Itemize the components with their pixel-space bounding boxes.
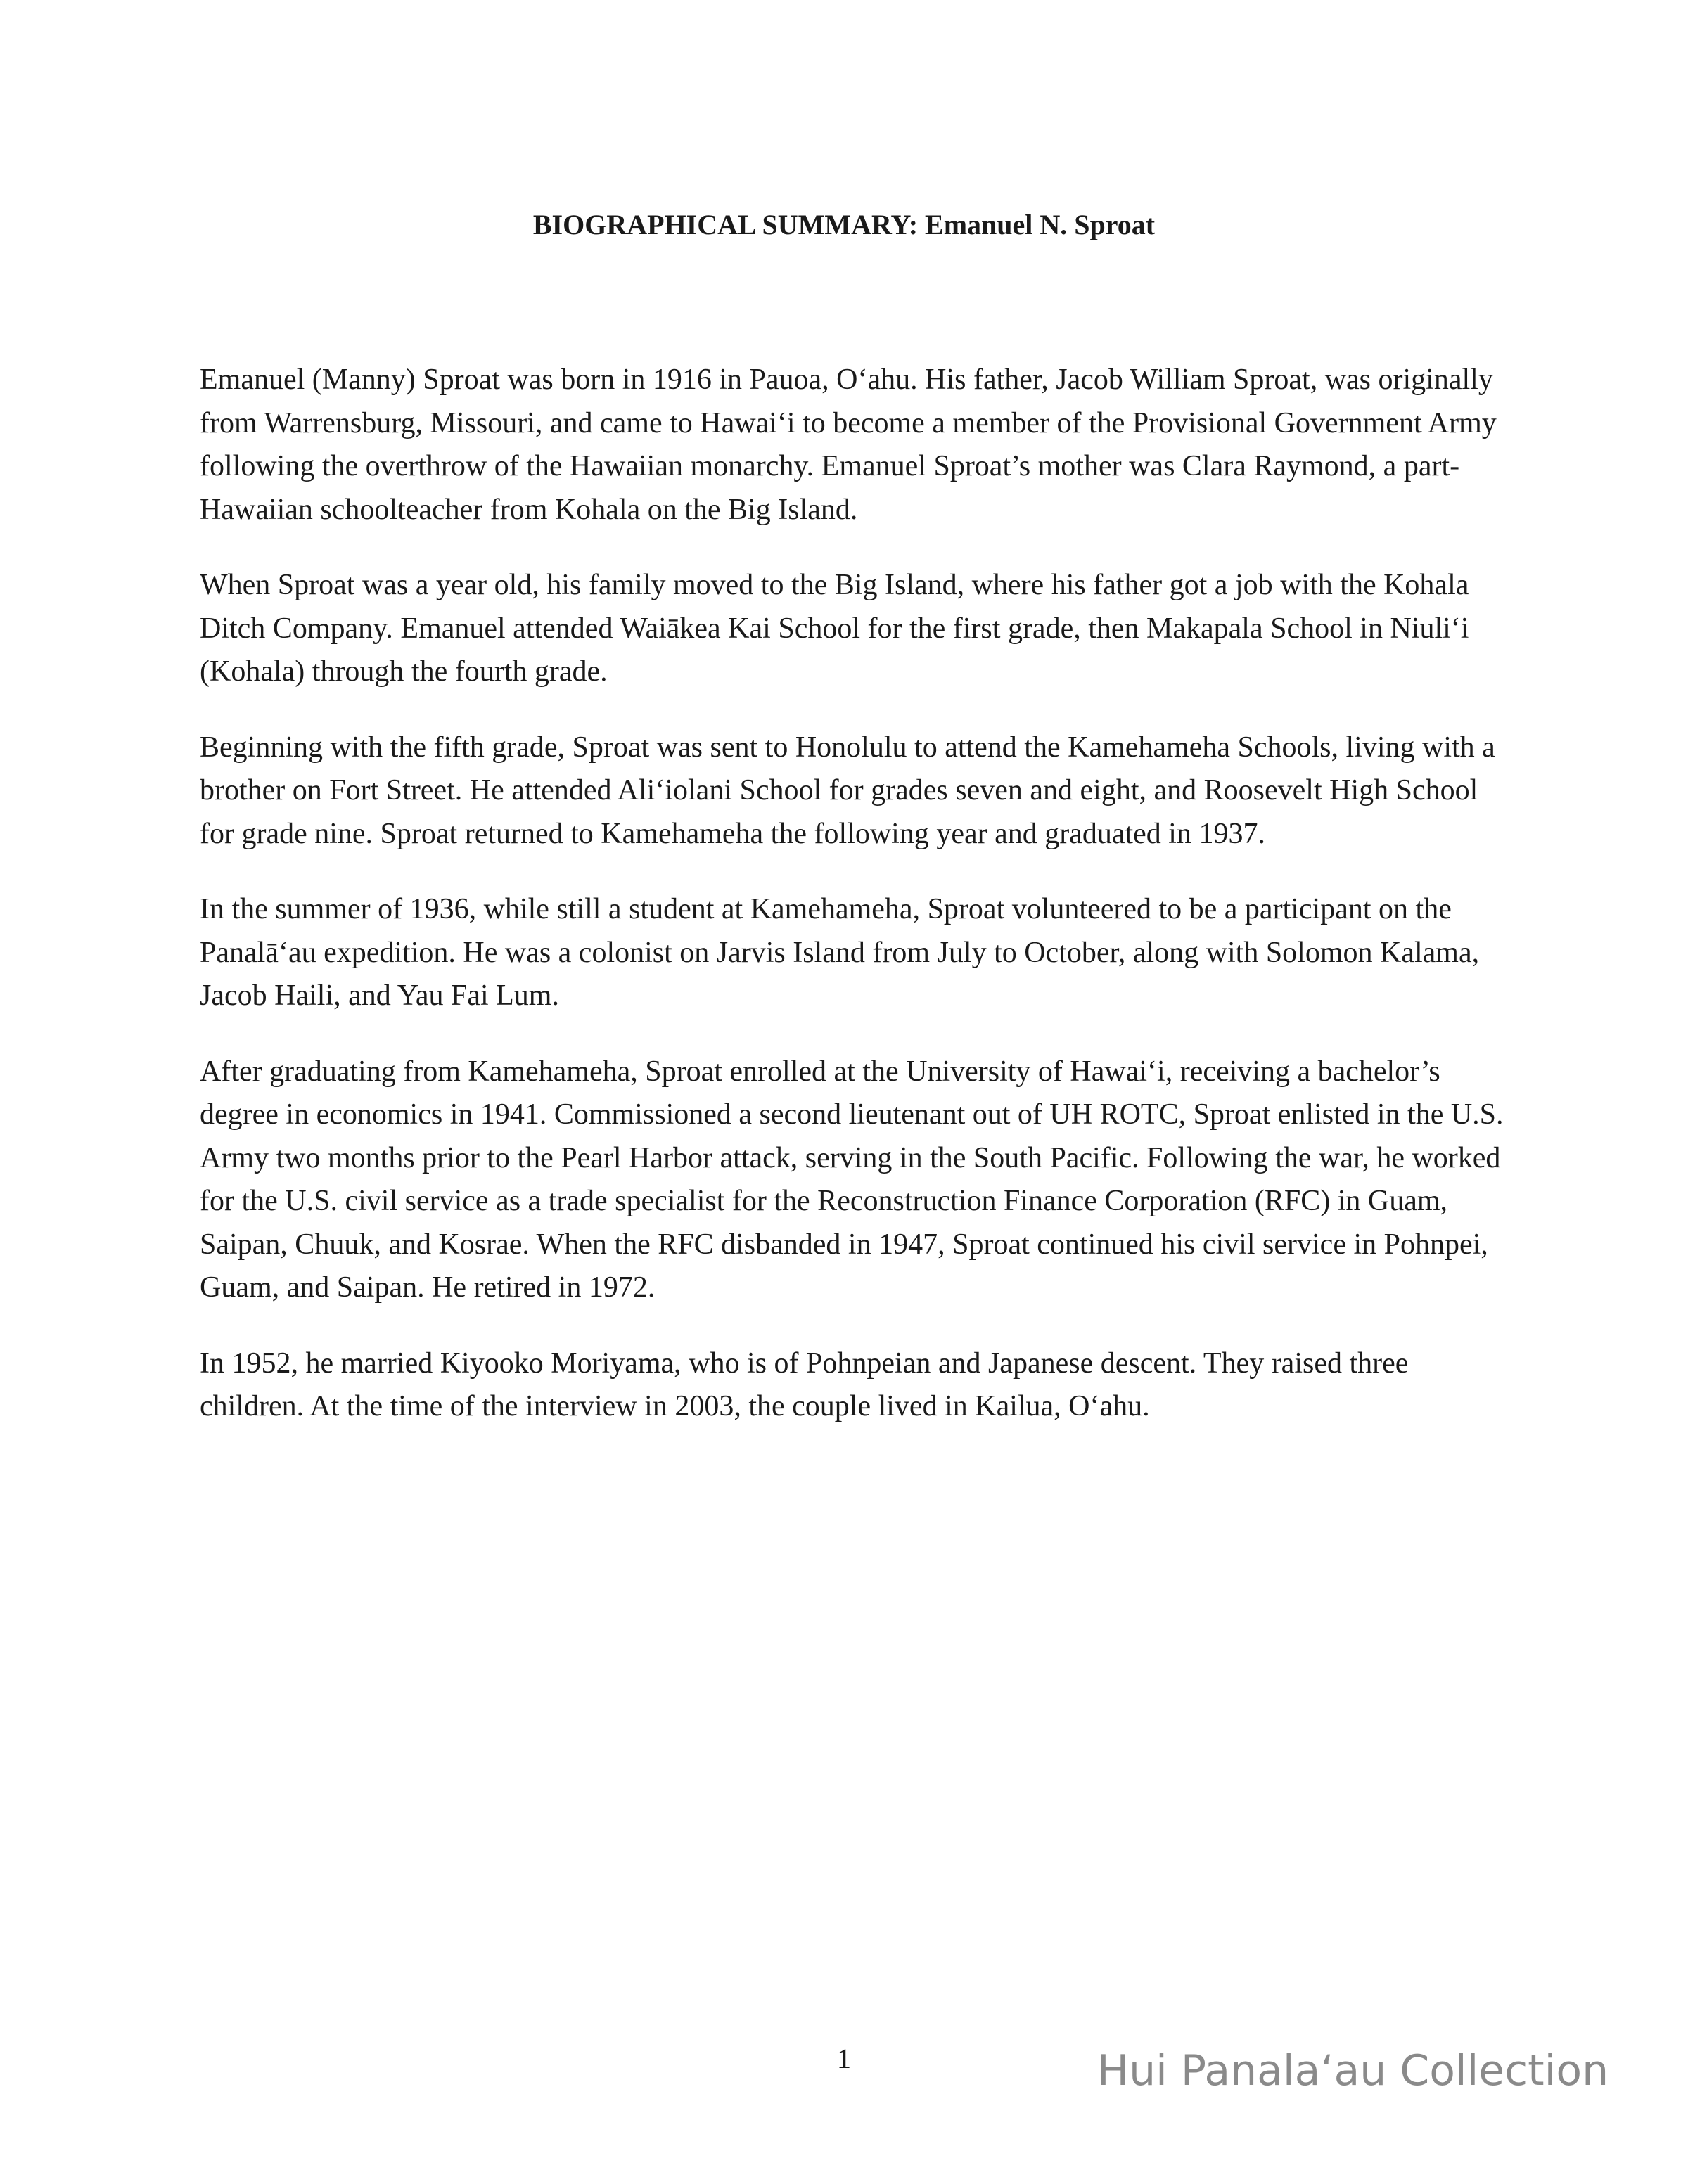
page-number: 1 xyxy=(837,2043,851,2074)
document-body xyxy=(200,359,1508,1461)
paragraph-expedition: In the summer of 1936, while still a student at Kamehameha, Sproat volunteered to be a participant on the Panalāʻau expedition. He was a colonist on Jarvis Island from July to October, along with Solomon Kalama, Jacob Haili, and Yau Fai Lum. xyxy=(200,893,1480,1012)
paragraph-family: In 1952, he married Kiyooko Moriyama, who is of Pohnpeian and Japanese descent. They raised three children. At the time of the interview in 2003, the couple lived in Kailua, Oʻahu. xyxy=(200,1347,1409,1422)
paragraph-childhood: When Sproat was a year old, his family moved to the Big Island, where his father got a job with the Kohala Ditch Company. Emanuel attended Waiākea Kai School for the first grade, then Makapala School in Niuliʻi (Kohala) through the fourth grade. xyxy=(200,569,1469,688)
paragraph-schooling: Beginning with the fifth grade, Sproat was sent to Honolulu to attend the Kamehameha Schools, living with a brother on Fort Street. He attended Aliʻiolani School for grades seven and eight, and Roosevelt High School for grade nine. Sproat returned to Kamehameha the following year and graduated in 1937. xyxy=(200,731,1495,850)
paragraph-early-life: Emanuel (Manny) Sproat was born in 1916 in Pauoa, Oʻahu. His father, Jacob William Sproat, was originally from Warrensburg, Missouri, and came to Hawaiʻi to become a member of the Provisional Government Army following the overthrow of the Hawaiian monarchy. Emanuel Sproat’s mother was Clara Raymond, a part-Hawaiian schoolteacher from Kohala on the Big Island. xyxy=(200,364,1497,526)
collection-watermark: Hui Panalaʻau Collection xyxy=(1097,2046,1609,2095)
paragraph-career: After graduating from Kamehameha, Sproat enrolled at the University of Hawaiʻi, receiving a bachelor’s degree in economics in 1941. Commissioned a second lieutenant out of UH ROTC, Sproat enlisted in the U.S. Army two months prior to the Pearl Harbor attack, serving in the South Pacific. Following the war, he worked for the U.S. civil service as a trade specialist for the Reconstruction Finance Corporation (RFC) in Guam, Saipan, Chuuk, and Kosrae. When the RFC disbanded in 1947, Sproat continued his civil service in Pohnpei, Guam, and Saipan. He retired in 1972. xyxy=(200,1055,1504,1304)
page-title: BIOGRAPHICAL SUMMARY: Emanuel N. Sproat xyxy=(532,209,1156,240)
